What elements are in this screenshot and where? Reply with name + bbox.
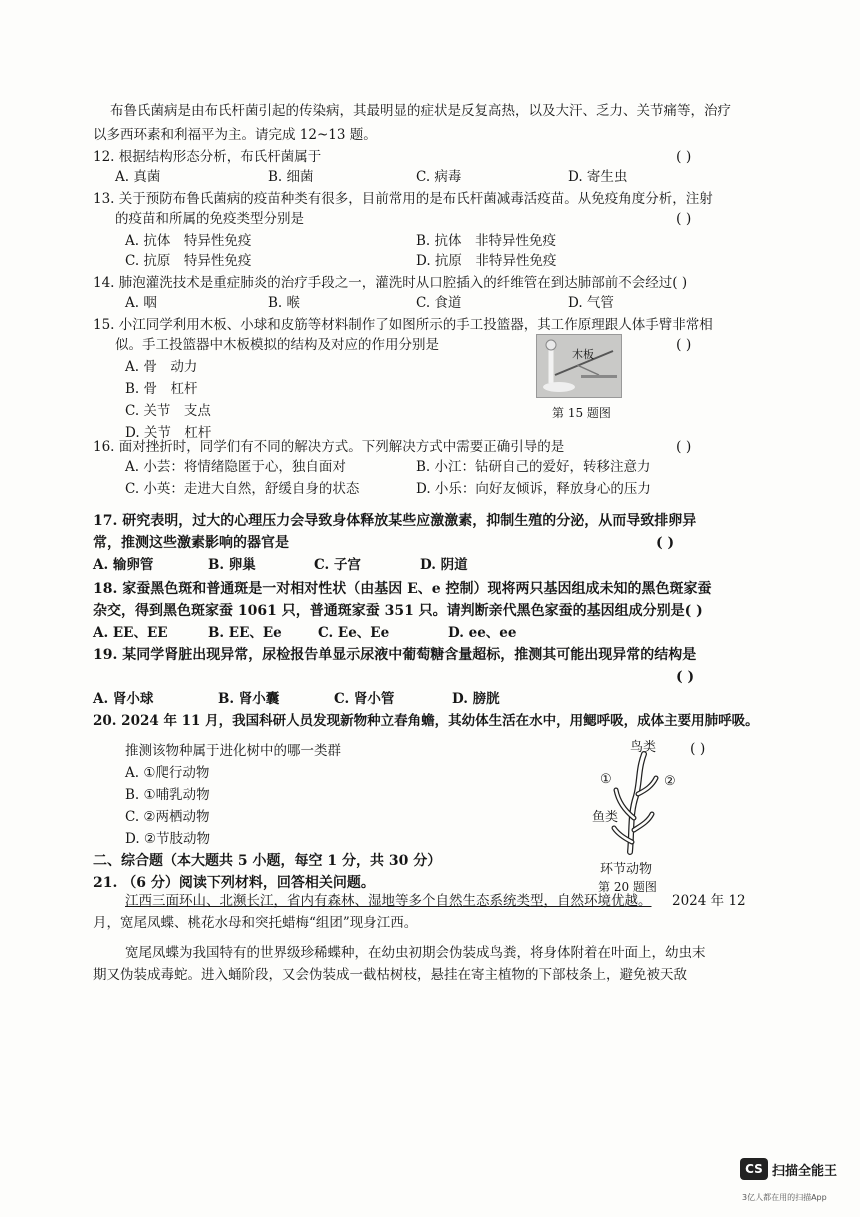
q14-option-d: D. 气管 bbox=[568, 295, 614, 311]
q12-stem: 12. 根据结构形态分析，布氏杆菌属于 bbox=[93, 149, 322, 165]
q19-option-d: D. 膀胱 bbox=[452, 691, 500, 707]
q20-option-d: D. ②节肢动物 bbox=[125, 831, 211, 847]
q15-option-d: D. 关节 杠杆 bbox=[125, 425, 212, 441]
q18-option-c: C. Ee、Ee bbox=[318, 625, 390, 641]
q13-option-c: C. 抗原 特异性免疫 bbox=[125, 253, 252, 269]
q14-option-b: B. 喉 bbox=[268, 295, 301, 311]
q17-option-c: C. 子宫 bbox=[314, 557, 361, 573]
q18-option-b: B. EE、Ee bbox=[208, 625, 282, 641]
scanner-app-name: 扫描全能王 bbox=[772, 1164, 838, 1179]
q18-stem-2: 杂交，得到黑色斑家蚕 1061 只，普通斑家蚕 351 只。请判断亲代黑色家蚕的基因组成分别是( ) bbox=[93, 603, 703, 619]
q15-answer-blank: ( ) bbox=[676, 337, 692, 353]
q20-option-c: C. ②两栖动物 bbox=[125, 809, 210, 825]
q17-option-a: A. 输卵管 bbox=[93, 557, 154, 573]
q17-stem-2: 常，推测这些激素影响的器官是 bbox=[93, 535, 289, 551]
q19-stem: 19. 某同学肾脏出现异常，尿检报告单显示尿液中葡萄糖含量超标，推测其可能出现异常的结构是 bbox=[93, 647, 697, 663]
tree-label-annelids: 环节动物 bbox=[600, 862, 653, 877]
q21-passage-2b: 期又伪装成毒蛇。进入蛹阶段，又会伪装成一截枯树枝，悬挂在寄主植物的下部枝条上，避免被天敌 bbox=[93, 967, 687, 983]
q16-option-a: A. 小芸：将情绪隐匿于心，独自面对 bbox=[125, 459, 346, 475]
q16-answer-blank: ( ) bbox=[676, 439, 692, 455]
scanner-logo-icon: CS bbox=[740, 1158, 768, 1180]
q20-figure-caption: 第 20 题图 bbox=[598, 880, 657, 894]
q16-option-b: B. 小江：钻研自己的爱好，转移注意力 bbox=[416, 459, 651, 475]
q16-stem: 16. 面对挫折时，同学们有不同的解决方式。下列解决方式中需要正确引导的是 bbox=[93, 439, 565, 455]
q16-option-d: D. 小乐：向好友倾诉，释放身心的压力 bbox=[416, 481, 651, 497]
q21-stem: 21. （6 分）阅读下列材料，回答相关问题。 bbox=[93, 875, 375, 891]
q12-option-d: D. 寄生虫 bbox=[568, 169, 628, 185]
q21-passage-2a: 宽尾凤蝶为我国特有的世界级珍稀蝶种，在幼虫初期会伪装成鸟粪，将身体附着在叶面上，幼虫末 bbox=[125, 945, 706, 961]
q19-option-b: B. 肾小囊 bbox=[218, 691, 280, 707]
q15-figure-caption: 第 15 题图 bbox=[552, 406, 611, 420]
tree-label-fish: 鱼类 bbox=[592, 810, 619, 825]
q12-option-c: C. 病毒 bbox=[416, 169, 462, 185]
q20-stem-1: 20. 2024 年 11 月，我国科研人员发现新物种立春角蟾，其幼体生活在水中，用鳃呼吸，成体主要用肺呼吸。 bbox=[93, 713, 759, 729]
intro-line-2: 以多西环素和利福平为主。请完成 12~13 题。 bbox=[93, 127, 377, 143]
scanner-app-tagline: 3亿人都在用的扫描App bbox=[742, 1193, 827, 1202]
tree-label-birds: 鸟类 bbox=[630, 740, 657, 755]
q12-option-b: B. 细菌 bbox=[268, 169, 314, 185]
q13-option-d: D. 抗原 非特异性免疫 bbox=[416, 253, 557, 269]
q21-passage-1a: 江西三面环山、北濒长江，省内有森林、湿地等多个自然生态系统类型，自然环境优越。 bbox=[125, 893, 652, 909]
q13-option-b: B. 抗体 非特异性免疫 bbox=[416, 233, 557, 249]
q15-option-b: B. 骨 杠杆 bbox=[125, 381, 198, 397]
q20-stem-2: 推测该物种属于进化树中的哪一类群 bbox=[125, 743, 341, 759]
q19-option-c: C. 肾小管 bbox=[334, 691, 395, 707]
q16-option-c: C. 小英：走进大自然，舒缓自身的状态 bbox=[125, 481, 360, 497]
intro-line-1: 布鲁氏菌病是由布氏杆菌引起的传染病，其最明显的症状是反复高热，以及大汗、乏力、关节痛等，治疗 bbox=[110, 103, 731, 119]
q19-option-a: A. 肾小球 bbox=[93, 691, 154, 707]
q18-stem-1: 18. 家蚕黑色斑和普通斑是一对相对性状（由基因 E、e 控制）现将两只基因组成未知的黑色斑家蚕 bbox=[93, 581, 712, 597]
q15-figure-photo bbox=[536, 334, 622, 398]
q13-answer-blank: ( ) bbox=[676, 211, 692, 227]
q21-passage-1b: 2024 年 12 bbox=[672, 893, 746, 909]
tree-marker-1: ① bbox=[600, 772, 612, 787]
q15-stem-2: 似。手工投篮器中木板模拟的结构及对应的作用分别是 bbox=[115, 337, 439, 353]
q14-option-a: A. 咽 bbox=[125, 295, 157, 311]
q14-option-c: C. 食道 bbox=[416, 295, 462, 311]
q12-answer-blank: ( ) bbox=[676, 149, 692, 165]
tree-marker-2: ② bbox=[664, 774, 676, 789]
q15-stem-1: 15. 小江同学利用木板、小球和皮筋等材料制作了如图所示的手工投篮器，其工作原理跟人体手臂非常相 bbox=[93, 317, 713, 333]
q20-option-a: A. ①爬行动物 bbox=[125, 765, 210, 781]
q17-answer-blank: ( ) bbox=[656, 535, 675, 551]
q14-stem: 14. 肺泡灌洗技术是重症肺炎的治疗手段之一，灌洗时从口腔插入的纤维管在到达肺部前不会经过( ) bbox=[93, 275, 688, 291]
q15-option-c: C. 关节 支点 bbox=[125, 403, 211, 419]
q13-stem-2: 的疫苗和所属的免疫类型分别是 bbox=[115, 211, 304, 227]
q17-stem-1: 17. 研究表明，过大的心理压力会导致身体释放某些应激激素，抑制生殖的分泌，从而导致排卵异 bbox=[93, 513, 697, 529]
q15-option-a: A. 骨 动力 bbox=[125, 359, 198, 375]
q18-option-a: A. EE、EE bbox=[93, 625, 168, 641]
q18-option-d: D. ee、ee bbox=[448, 625, 517, 641]
q20-option-b: B. ①哺乳动物 bbox=[125, 787, 210, 803]
q13-stem-1: 13. 关于预防布鲁氏菌病的疫苗种类有很多，目前常用的是布氏杆菌减毒活疫苗。从免疫角度分析，注射 bbox=[93, 191, 713, 207]
q17-option-b: B. 卵巢 bbox=[208, 557, 256, 573]
q15-figure-label: 木板 bbox=[572, 348, 594, 361]
q17-option-d: D. 阴道 bbox=[420, 557, 468, 573]
q20-answer-blank: ( ) bbox=[690, 741, 706, 757]
q19-answer-blank: ( ) bbox=[676, 669, 695, 685]
basket-shooter-illustration bbox=[537, 335, 621, 397]
q12-option-a: A. 真菌 bbox=[115, 169, 161, 185]
q13-option-a: A. 抗体 特异性免疫 bbox=[125, 233, 252, 249]
section-2-heading: 二、综合题（本大题共 5 小题，每空 1 分，共 30 分） bbox=[93, 853, 442, 869]
q21-passage-1c: 月，宽尾凤蝶、桃花水母和突托蜡梅“组团”现身江西。 bbox=[93, 915, 418, 931]
